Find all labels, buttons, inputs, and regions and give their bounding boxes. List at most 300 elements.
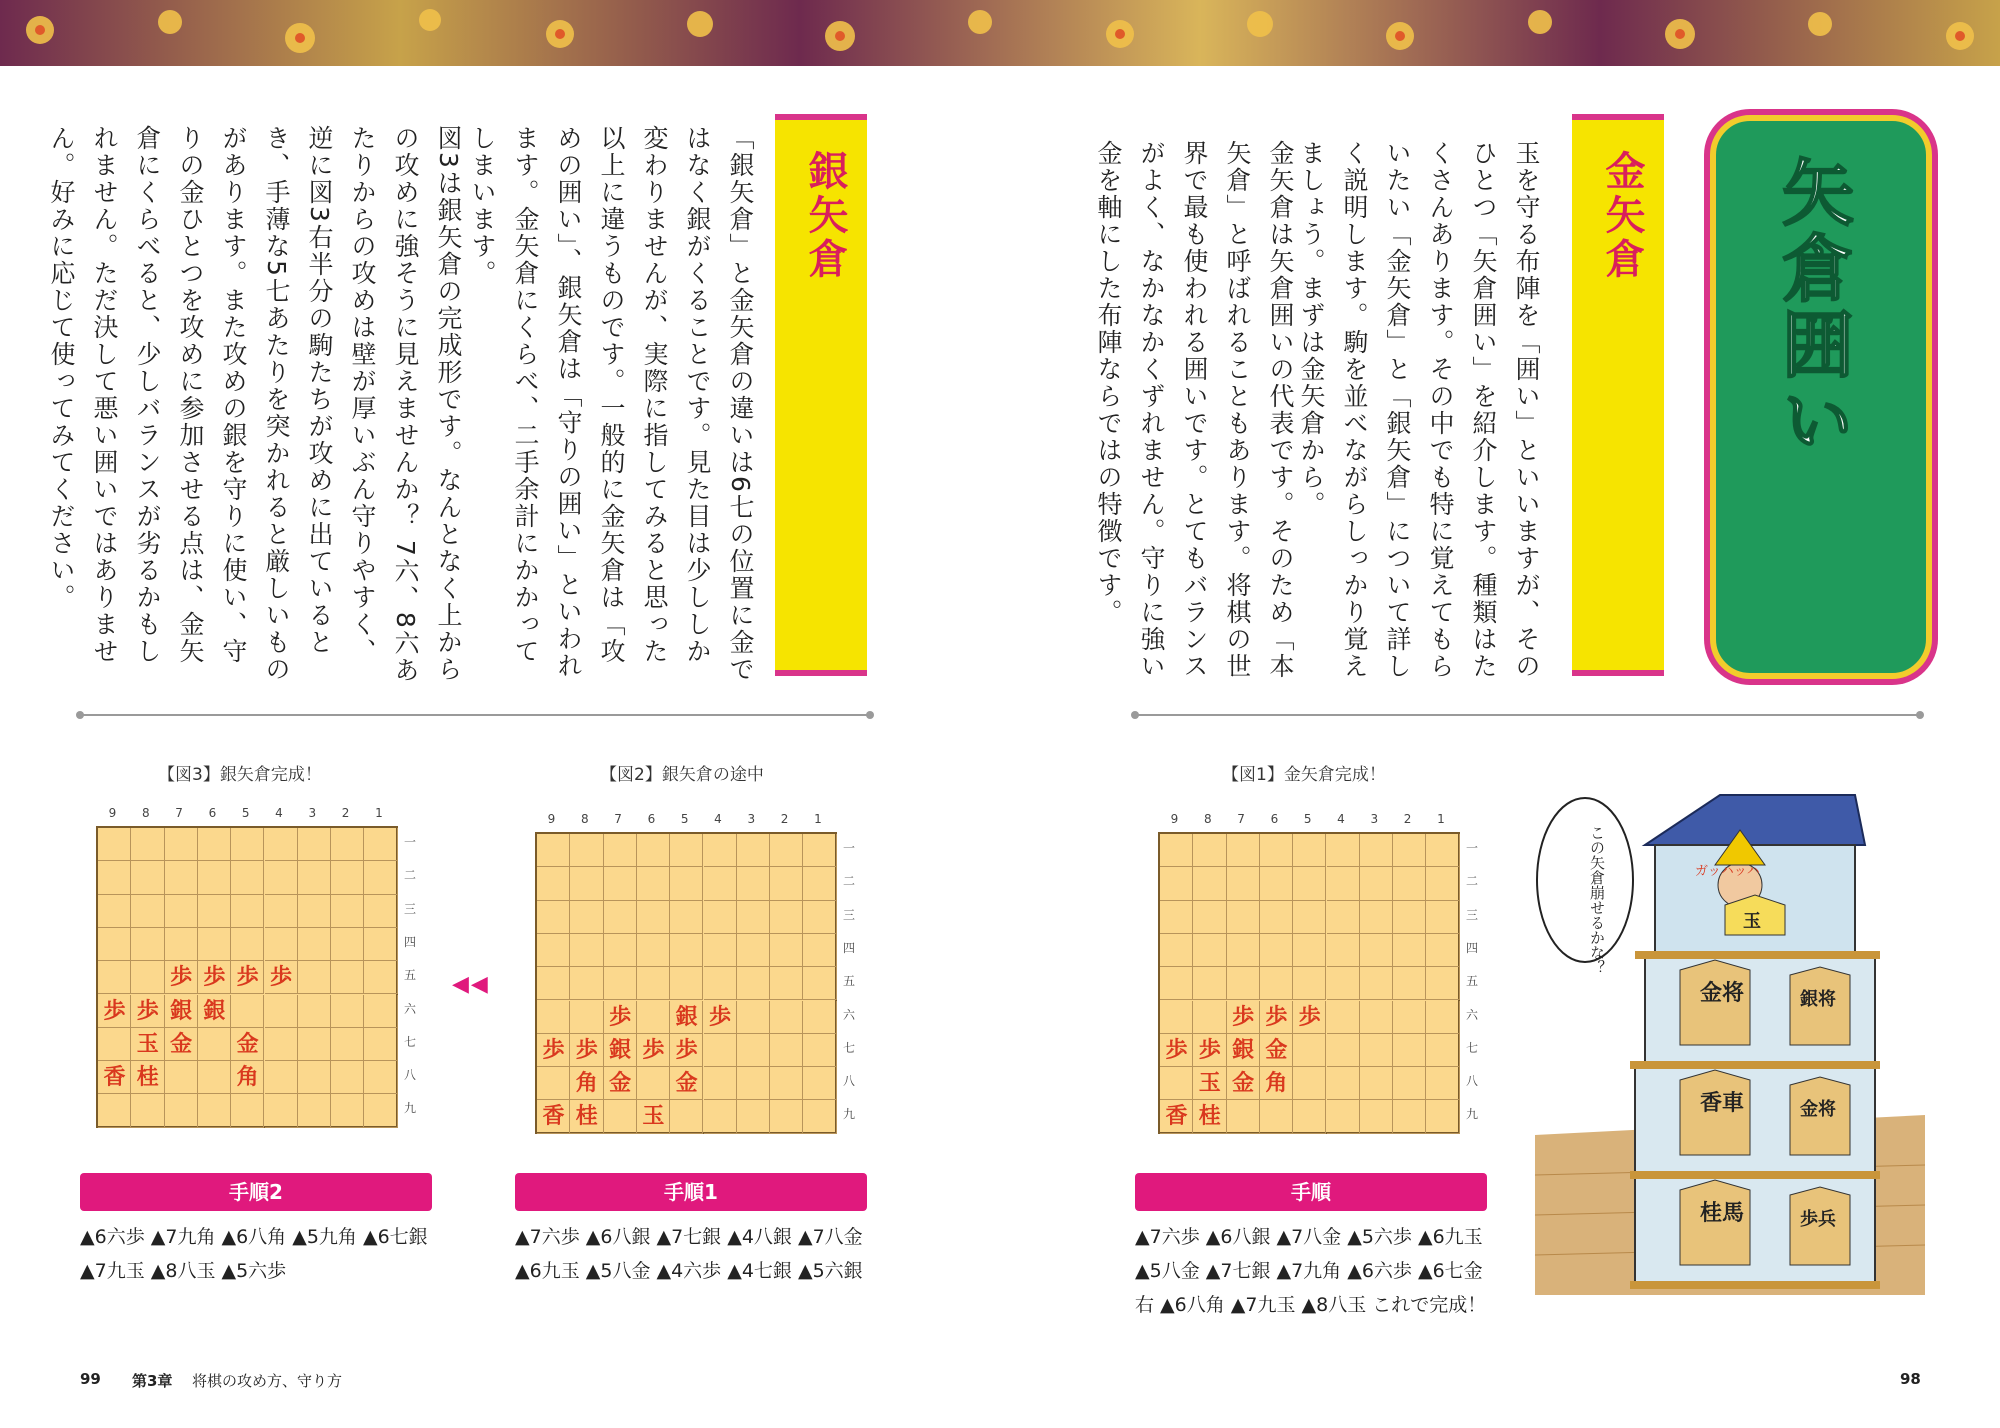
board-cell	[803, 867, 836, 900]
board-cell	[331, 828, 364, 861]
shogi-piece: 銀	[675, 1004, 698, 1030]
board-column-label: 8	[1203, 812, 1212, 826]
board-cell	[770, 867, 803, 900]
board-cell	[231, 1094, 264, 1127]
board-cell	[770, 901, 803, 934]
board-cell	[737, 901, 770, 934]
shogi-piece: 銀	[203, 998, 226, 1024]
board-cell	[1293, 1067, 1326, 1100]
board-cell	[131, 828, 164, 861]
board-cell	[1260, 901, 1293, 934]
figure2-caption: 【図2】銀矢倉の途中	[600, 765, 764, 785]
board-cell	[231, 928, 264, 961]
board-row-label: 三	[404, 901, 417, 916]
board-cell	[198, 828, 231, 861]
board-cell	[1393, 1100, 1426, 1133]
shogi-piece: 香	[542, 1104, 565, 1130]
shogi-piece: 銀	[1232, 1037, 1255, 1063]
board-row-label: 七	[1466, 1040, 1479, 1055]
board-cell	[704, 1100, 737, 1133]
board-cell	[265, 1028, 298, 1061]
steps-heading-right: 手順	[1135, 1173, 1487, 1211]
section-heading-kin-yagura: 金矢倉	[1599, 150, 1645, 282]
board-cell	[1227, 901, 1260, 934]
board-cell	[803, 934, 836, 967]
shogi-piece: 玉	[642, 1104, 665, 1130]
board-row-label: 七	[404, 1034, 417, 1049]
board-cell	[1426, 1100, 1459, 1133]
shogi-piece: 銀	[609, 1037, 632, 1063]
board-cell	[1327, 1034, 1360, 1067]
board-cell	[1393, 901, 1426, 934]
board-cell	[737, 867, 770, 900]
board-cell	[1393, 867, 1426, 900]
shogi-piece: 歩	[103, 998, 126, 1024]
shogi-board	[535, 832, 837, 1134]
board-cell	[1293, 1100, 1326, 1133]
board-cell	[570, 867, 603, 900]
board-cell	[704, 834, 737, 867]
board-cell	[1426, 934, 1459, 967]
gin-yagura-text-1: 「銀矢倉」と金矢倉の違いは6七の位置に金ではなく銀がくることです。見た目は少ししか変わりませんが、実際に指してみると思った以上に違うものです。一般的に金矢倉は「攻めの囲い」、銀矢倉は「守りの囲い」といわれます。金矢倉にくらべ、二手余計にかかってしまいます。	[468, 125, 755, 683]
board-cell	[537, 1001, 570, 1034]
board-cell	[298, 995, 331, 1028]
shogi-piece: 歩	[575, 1037, 598, 1063]
board-cell	[98, 961, 131, 994]
board-column-label: 8	[580, 812, 589, 826]
tower-piece-5: 桂馬	[1700, 1201, 1745, 1226]
board-cell	[265, 995, 298, 1028]
board-cell	[1293, 1034, 1326, 1067]
board-cell	[364, 895, 397, 928]
board-cell	[331, 1028, 364, 1061]
board-cell	[165, 1094, 198, 1127]
board-cell	[1193, 1001, 1226, 1034]
board-cell	[537, 901, 570, 934]
board-cell	[1227, 834, 1260, 867]
tower-piece-3: 香車	[1700, 1091, 1745, 1116]
board-cell	[637, 867, 670, 900]
board-cell	[803, 834, 836, 867]
board-cell	[670, 834, 703, 867]
board-cell	[364, 995, 397, 1028]
shogi-piece: 金	[609, 1071, 632, 1097]
board-cell	[1160, 834, 1193, 867]
board-row-label: 六	[843, 1007, 856, 1022]
board-cell	[98, 828, 131, 861]
board-row-label: 九	[843, 1107, 856, 1122]
chapter-title: 矢倉囲い	[1770, 155, 1854, 459]
board-cell	[1293, 901, 1326, 934]
figure1-caption: 【図1】金矢倉完成！	[1222, 765, 1386, 785]
board-cell	[570, 901, 603, 934]
board-cell	[1426, 867, 1459, 900]
board-cell	[1160, 901, 1193, 934]
laugh-sfx: ガッハッハ	[1695, 864, 1760, 879]
board-cell	[1260, 934, 1293, 967]
tower-piece-0: 玉	[1743, 911, 1761, 932]
board-column-label: 2	[780, 812, 789, 826]
running-chapter: 第3章	[132, 1372, 173, 1390]
tower-piece-2: 銀将	[1800, 989, 1836, 1010]
board-cell	[165, 895, 198, 928]
board-cell	[265, 828, 298, 861]
board-cell	[570, 934, 603, 967]
board-cell	[165, 1061, 198, 1094]
board-cell	[537, 967, 570, 1000]
shogi-piece: 金	[1265, 1037, 1288, 1063]
board-row-label: 八	[843, 1074, 856, 1089]
board-cell	[265, 861, 298, 894]
board-cell	[1293, 934, 1326, 967]
tower-piece-1: 金将	[1700, 981, 1745, 1006]
board-cell	[670, 1100, 703, 1133]
board-cell	[131, 861, 164, 894]
board-cell	[1160, 934, 1193, 967]
board-cell	[1160, 867, 1193, 900]
shogi-piece: 香	[1165, 1104, 1188, 1130]
board-row-label: 九	[1466, 1107, 1479, 1122]
board-cell	[670, 967, 703, 1000]
board-column-label: 4	[275, 806, 283, 820]
board-row-label: 四	[843, 940, 856, 955]
board-cell	[364, 1094, 397, 1127]
board-cell	[1327, 934, 1360, 967]
board-cell	[1227, 1100, 1260, 1133]
board-row-label: 六	[404, 1001, 417, 1016]
steps-heading-1: 手順1	[515, 1173, 867, 1211]
shogi-piece: 角	[236, 1065, 259, 1091]
board-cell	[770, 1034, 803, 1067]
board-cell	[1160, 1001, 1193, 1034]
board-cell	[165, 861, 198, 894]
section-heading-gin-yagura: 銀矢倉	[802, 150, 848, 282]
board-column-label: 7	[614, 812, 622, 826]
board-cell	[637, 934, 670, 967]
shogi-piece: 桂	[1198, 1104, 1221, 1130]
board-cell	[265, 1094, 298, 1127]
board-cell	[364, 961, 397, 994]
board-row-label: 五	[1466, 974, 1479, 989]
shogi-piece: 歩	[708, 1004, 731, 1030]
board-column-label: 3	[747, 812, 756, 826]
board-cell	[737, 967, 770, 1000]
board-column-label: 1	[1437, 812, 1445, 826]
board-row-label: 九	[404, 1101, 417, 1116]
board-cell	[1360, 834, 1393, 867]
gin-yagura-text-2: 図3は銀矢倉の完成形です。なんとなく上からの攻めに強そうに見えませんか？ 7六、8六あたりからの攻めは壁が厚いぶん守りやすく、逆に図3右半分の駒たちが攻めに出ているとき、手薄な5七あたりを突かれると厳しいものがあります。また攻めの銀を守りに使い、守りの金ひとつを攻めに参加させる点は、金矢倉にくらべると、少しバランスが劣るかもしれません。ただ決して悪い囲いではありません。好みに応じて使ってみてください。	[47, 125, 463, 684]
board-cell	[1227, 867, 1260, 900]
board-cell	[364, 1061, 397, 1094]
board-cell	[803, 1067, 836, 1100]
board-cell	[1426, 1067, 1459, 1100]
section-divider-right	[1135, 714, 1920, 716]
board-column-label: 1	[814, 812, 822, 826]
board-cell	[198, 1094, 231, 1127]
board-cell	[1327, 834, 1360, 867]
board-cell	[670, 934, 703, 967]
shogi-piece: 銀	[170, 998, 193, 1024]
board-column-label: 6	[1270, 812, 1279, 826]
shogi-piece: 歩	[269, 965, 292, 991]
board-cell	[1227, 934, 1260, 967]
steps-moves-1: ▲7六歩 ▲6八銀 ▲7七銀 ▲4八銀 ▲7八金 ▲6九玉 ▲5八金 ▲4六歩 ▲4七銀 ▲5六銀	[515, 1226, 863, 1282]
board-cell	[331, 928, 364, 961]
board-cell	[198, 1061, 231, 1094]
board-cell	[704, 934, 737, 967]
shogi-piece: 歩	[542, 1037, 565, 1063]
board-cell	[704, 967, 737, 1000]
running-title: 将棋の攻め方、守り方	[192, 1372, 343, 1390]
board-cell	[537, 834, 570, 867]
board-cell	[331, 1094, 364, 1127]
board-cell	[1426, 1034, 1459, 1067]
board-cell	[131, 961, 164, 994]
board-cell	[704, 867, 737, 900]
board-cell	[604, 1100, 637, 1133]
board-column-label: 4	[714, 812, 722, 826]
board-cell	[1260, 1100, 1293, 1133]
board-cell	[1393, 1067, 1426, 1100]
board-cell	[604, 901, 637, 934]
board-cell	[637, 901, 670, 934]
shogi-piece: 金	[236, 1031, 259, 1057]
board-cell	[265, 1061, 298, 1094]
tower-piece-4: 金将	[1800, 1099, 1836, 1120]
board-cell	[537, 1067, 570, 1100]
board-cell	[637, 1001, 670, 1034]
shogi-piece: 金	[170, 1031, 193, 1057]
board-cell	[165, 828, 198, 861]
shogi-piece: 金	[675, 1071, 698, 1097]
board-cell	[298, 961, 331, 994]
board-cell	[198, 1028, 231, 1061]
board-cell	[1193, 867, 1226, 900]
header-banner	[0, 0, 2000, 66]
figure3-caption: 【図3】銀矢倉完成！	[158, 765, 322, 785]
board-cell	[131, 928, 164, 961]
board-row-label: 五	[404, 968, 417, 983]
board-cell	[298, 895, 331, 928]
board-cell	[1360, 1034, 1393, 1067]
shogi-piece: 桂	[575, 1104, 598, 1130]
board-column-label: 5	[1303, 812, 1312, 826]
board-cell	[637, 834, 670, 867]
board-cell	[298, 1061, 331, 1094]
board-cell	[1293, 867, 1326, 900]
board-cell	[1160, 967, 1193, 1000]
board-cell	[537, 867, 570, 900]
board-cell	[1393, 1001, 1426, 1034]
board-cell	[604, 967, 637, 1000]
board-cell	[1260, 867, 1293, 900]
board-cell	[1360, 901, 1393, 934]
board-column-label: 2	[1403, 812, 1412, 826]
board-cell	[1327, 901, 1360, 934]
board-cell	[298, 1028, 331, 1061]
board-cell	[1360, 1001, 1393, 1034]
board-cell	[637, 1067, 670, 1100]
board-cell	[198, 928, 231, 961]
board-row-label: 四	[404, 934, 417, 949]
board-cell	[1327, 1100, 1360, 1133]
board-cell	[770, 1067, 803, 1100]
board-cell	[1360, 1067, 1393, 1100]
shogi-piece: 玉	[136, 1031, 159, 1057]
board-cell	[331, 961, 364, 994]
shogi-piece: 歩	[1298, 1004, 1321, 1030]
board-cell	[331, 861, 364, 894]
board-cell	[364, 928, 397, 961]
board-row-label: 三	[1466, 907, 1479, 922]
board-cell	[364, 828, 397, 861]
speech-text: この矢倉崩せるかな？	[1588, 825, 1606, 975]
steps-moves-2: ▲6六歩 ▲7九角 ▲6八角 ▲5九角 ▲6七銀 ▲7九玉 ▲8八玉 ▲5六歩	[80, 1226, 428, 1282]
board-cell	[298, 861, 331, 894]
board-cell	[1260, 967, 1293, 1000]
board-row-label: 三	[843, 907, 856, 922]
board-column-label: 3	[1370, 812, 1379, 826]
shogi-piece: 歩	[1232, 1004, 1255, 1030]
board-row-label: 八	[404, 1068, 417, 1083]
board-cell	[231, 995, 264, 1028]
board-cell	[604, 834, 637, 867]
board-cell	[570, 967, 603, 1000]
board-cell	[298, 1094, 331, 1127]
board-cell	[131, 895, 164, 928]
board-cell	[803, 1001, 836, 1034]
board-cell	[803, 1034, 836, 1067]
board-cell	[1327, 1067, 1360, 1100]
board-cell	[670, 867, 703, 900]
board-column-label: 9	[547, 812, 556, 826]
board-cell	[265, 928, 298, 961]
board-cell	[1426, 901, 1459, 934]
speech-bubble-icon	[1537, 798, 1633, 962]
board-cell	[231, 895, 264, 928]
board-cell	[1426, 967, 1459, 1000]
board-row-label: 七	[843, 1040, 856, 1055]
board-row-label: 二	[1466, 874, 1479, 889]
board-cell	[1393, 934, 1426, 967]
tower-roof-icon	[1645, 795, 1865, 845]
board-row-label: 二	[404, 868, 417, 883]
board-cell	[131, 1094, 164, 1127]
board-cell	[604, 934, 637, 967]
board-cell	[1293, 834, 1326, 867]
shogi-piece: 歩	[203, 965, 226, 991]
board-cell	[198, 895, 231, 928]
page-number-right: 98	[1900, 1370, 1921, 1388]
board-cell	[803, 901, 836, 934]
board-cell	[704, 1034, 737, 1067]
board-cell	[98, 861, 131, 894]
board-cell	[98, 1094, 131, 1127]
yagura-tower-illustration	[1535, 785, 1925, 1295]
shogi-piece: 歩	[609, 1004, 632, 1030]
page-number-left: 99	[80, 1370, 101, 1388]
board-column-label: 6	[647, 812, 656, 826]
board-cell	[1360, 867, 1393, 900]
board-cell	[1393, 834, 1426, 867]
board-cell	[537, 934, 570, 967]
board-column-label: 8	[141, 806, 150, 820]
board-cell	[803, 1100, 836, 1133]
shogi-piece: 角	[575, 1071, 598, 1097]
tower-piece-6: 歩兵	[1800, 1209, 1836, 1230]
board-cell	[331, 895, 364, 928]
intro-text: 玉を守る布陣を「囲い」といいますが、そのひとつ「矢倉囲い」を紹介します。種類はたくさんあります。その中でも特に覚えてもらいたい「金矢倉」と「銀矢倉」について詳しく説明します。駒を並べながらしっかり覚えましょう。まずは金矢倉から。	[1297, 140, 1541, 680]
board-cell	[770, 934, 803, 967]
shogi-piece: 歩	[675, 1037, 698, 1063]
floral-pattern-icon	[0, 0, 2000, 66]
board-cell	[298, 928, 331, 961]
board-cell	[364, 1028, 397, 1061]
board-row-label: 五	[843, 974, 856, 989]
board-column-label: 9	[1170, 812, 1179, 826]
board-cell	[298, 828, 331, 861]
shogi-piece: 歩	[1265, 1004, 1288, 1030]
board-row-label: 一	[404, 835, 417, 849]
board-cell	[1426, 834, 1459, 867]
board-row-label: 一	[1466, 841, 1479, 855]
shogi-piece: 金	[1232, 1071, 1255, 1097]
board-cell	[737, 834, 770, 867]
board-cell	[670, 901, 703, 934]
board-row-label: 八	[1466, 1074, 1479, 1089]
kin-yagura-text: 金矢倉は矢倉囲いの代表です。そのため「本矢倉」と呼ばれることもあります。将棋の世界で最も使われる囲いです。とてもバランスがよく、なかなかくずれません。守りに強い金を軸にした布陣ならではの特徴です。	[1094, 140, 1295, 680]
section-divider-left	[80, 714, 870, 716]
board-cell	[1327, 867, 1360, 900]
board-column-label: 6	[208, 806, 217, 820]
shogi-piece: 歩	[136, 998, 159, 1024]
board-column-label: 3	[308, 806, 317, 820]
board-column-label: 4	[1337, 812, 1345, 826]
shogi-piece: 桂	[136, 1065, 159, 1091]
board-cell	[1360, 1100, 1393, 1133]
shogi-piece: 歩	[642, 1037, 665, 1063]
board-column-label: 9	[108, 806, 117, 820]
shogi-board	[96, 826, 398, 1128]
board-cell	[231, 861, 264, 894]
board-cell	[570, 834, 603, 867]
board-cell	[604, 867, 637, 900]
board-cell	[704, 1067, 737, 1100]
board-cell	[1327, 967, 1360, 1000]
board-column-label: 7	[175, 806, 183, 820]
board-cell	[364, 861, 397, 894]
steps-moves-right: ▲7六歩 ▲6八銀 ▲7八金 ▲5六歩 ▲6九玉 ▲5八金 ▲7七銀 ▲7九角 ▲6六歩 ▲6七金右 ▲6八角 ▲7九玉 ▲8八玉 これで完成！	[1135, 1226, 1487, 1316]
board-cell	[265, 895, 298, 928]
board-cell	[737, 1067, 770, 1100]
board-cell	[737, 1001, 770, 1034]
shogi-piece: 歩	[1165, 1037, 1188, 1063]
board-cell	[1426, 1001, 1459, 1034]
board-cell	[1193, 834, 1226, 867]
board-row-label: 六	[1466, 1007, 1479, 1022]
board-row-label: 一	[843, 841, 856, 855]
board-cell	[770, 1001, 803, 1034]
shogi-piece: 歩	[170, 965, 193, 991]
board-cell	[1227, 967, 1260, 1000]
board-cell	[704, 901, 737, 934]
board-cell	[98, 1028, 131, 1061]
shogi-piece: 角	[1265, 1071, 1288, 1097]
board-cell	[770, 1100, 803, 1133]
board-cell	[198, 861, 231, 894]
board-cell	[637, 967, 670, 1000]
board-column-label: 2	[341, 806, 350, 820]
